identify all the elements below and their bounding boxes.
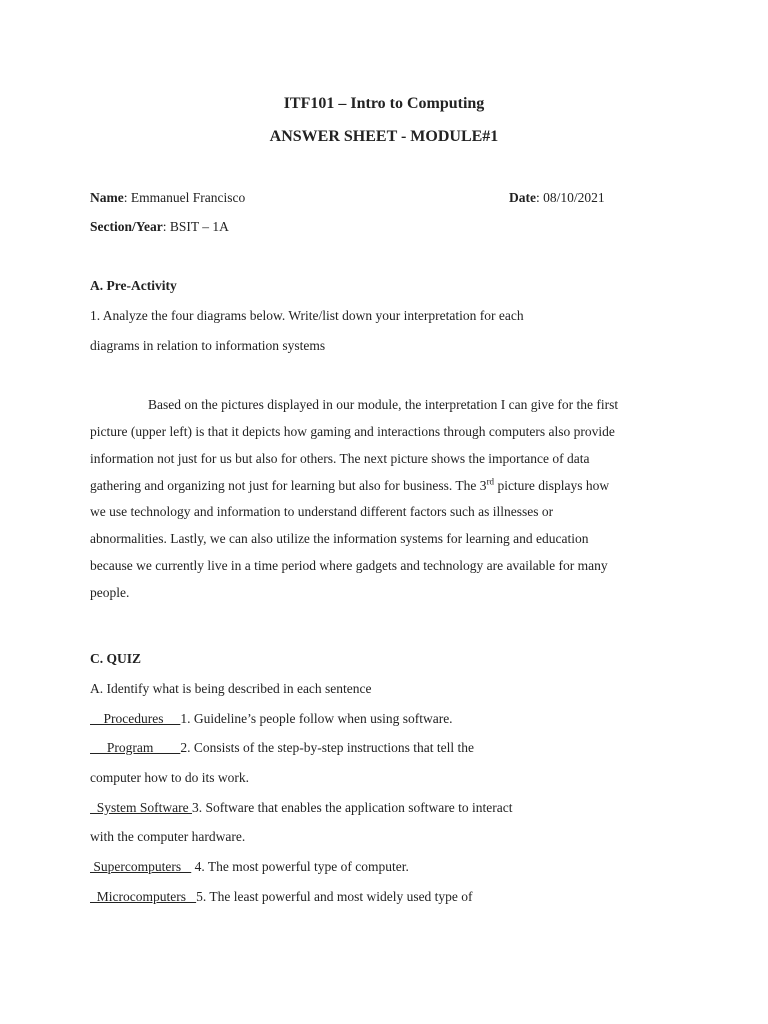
quiz-answer-4: Supercomputers xyxy=(90,859,192,874)
answer-line-5: we use technology and information to understand different factors such as illnesses or xyxy=(90,504,554,519)
date-value: : 08/10/2021 xyxy=(536,190,605,205)
quiz-instruction: A. Identify what is being described in each sentence xyxy=(90,681,372,696)
section-value: : BSIT – 1A xyxy=(162,219,229,234)
quiz-answer-2: Program xyxy=(90,740,181,755)
quiz-answer-5: Microcomputers xyxy=(90,889,197,904)
section-line xyxy=(90,218,229,236)
pre-activity-heading: A. Pre-Activity xyxy=(90,278,177,293)
quiz-answer-1: Procedures xyxy=(90,711,181,726)
name-value: : Emmanuel Francisco xyxy=(123,190,246,205)
quiz-item-3-continuation: with the computer hardware. xyxy=(90,829,246,844)
answer-line-3: information not just for us but also for others. The next picture shows the importance of data xyxy=(90,451,590,466)
quiz-item-5: Microcomputers 5. The least powerful and most widely used type of xyxy=(90,889,473,904)
date-line xyxy=(509,189,605,207)
question-line-1: 1. Analyze the four diagrams below. Write/list down your interpretation for each xyxy=(90,308,524,323)
quiz-item-2: Program 2. Consists of the step-by-step instructions that tell the xyxy=(90,740,474,755)
answer-line-7: because we currently live in a time period where gadgets and technology are available for many xyxy=(90,558,608,573)
quiz-item-4: Supercomputers 4. The most powerful type of computer. xyxy=(90,859,409,874)
answer-line-8: people. xyxy=(90,585,130,600)
date-label: Date xyxy=(509,190,536,205)
answer-line-1: Based on the pictures displayed in our module, the interpretation I can give for the first xyxy=(148,397,619,412)
name-line xyxy=(90,189,245,207)
answer-line-4: gathering and organizing not just for learning but also for business. The 3rd picture displays how xyxy=(90,476,610,493)
quiz-item-3: System Software 3. Software that enables the application software to interact xyxy=(90,800,513,815)
quiz-answer-3: System Software xyxy=(90,800,192,815)
answer-line-2: picture (upper left) is that it depicts how gaming and interactions through computers also provide xyxy=(90,424,615,439)
superscript-rd: rd xyxy=(486,476,495,487)
quiz-item-1: Procedures 1. Guideline’s people follow when using software. xyxy=(90,711,453,726)
section-label: Section/Year xyxy=(90,219,163,234)
question-line-2: diagrams in relation to information systems xyxy=(90,338,326,353)
answer-line-6: abnormalities. Lastly, we can also utilize the information systems for learning and education xyxy=(90,531,589,546)
quiz-heading: C. QUIZ xyxy=(90,651,142,666)
name-label: Name xyxy=(90,190,124,205)
quiz-item-2-continuation: computer how to do its work. xyxy=(90,770,249,785)
document-title: ITF101 – Intro to Computing xyxy=(283,95,485,112)
document-subtitle: ANSWER SHEET - MODULE#1 xyxy=(269,128,499,145)
